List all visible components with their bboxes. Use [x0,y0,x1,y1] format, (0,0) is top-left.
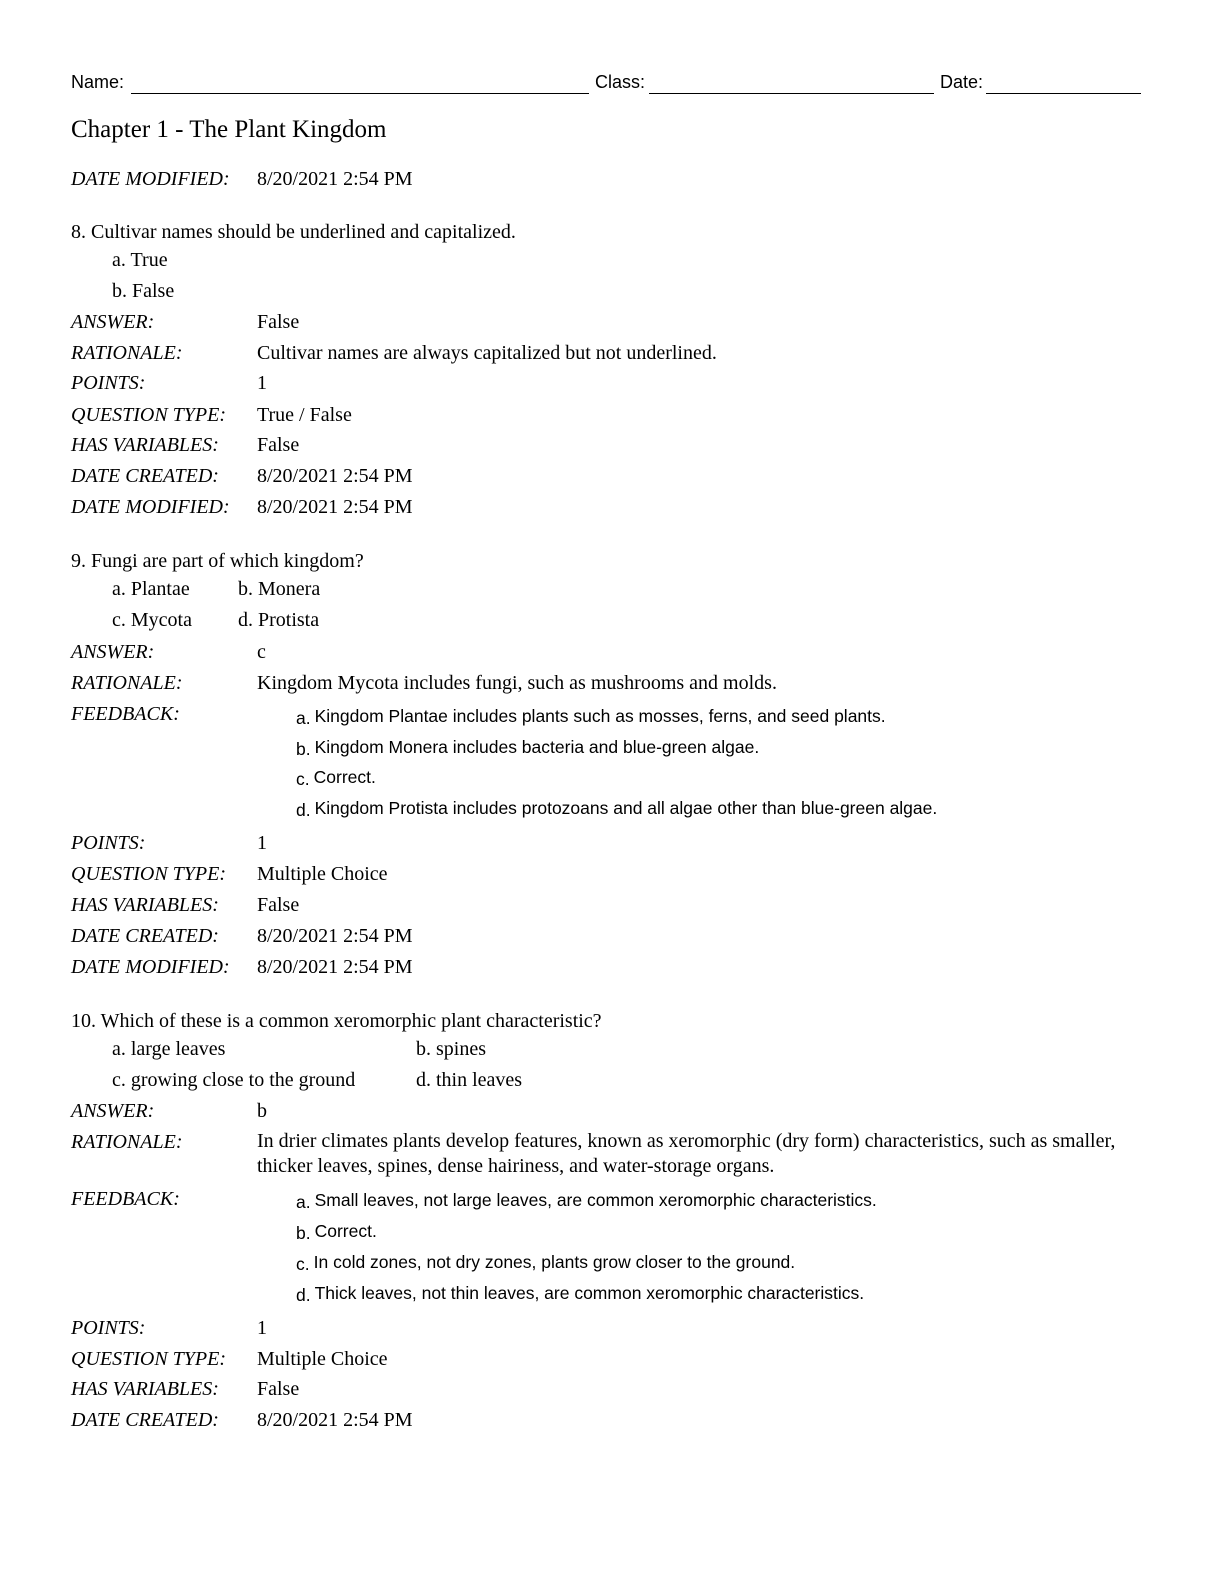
points-label: POINTS: [71,1317,146,1339]
question-8-option-b: b. False [112,280,175,302]
has-variables-label: HAS VARIABLES: [71,434,219,456]
has-variables-label: HAS VARIABLES: [71,894,219,916]
question-10-option-c: c. growing close to the ground [112,1069,356,1091]
rationale-label: RATIONALE: [71,342,183,364]
question-10-answer: b [257,1100,267,1122]
feedback-text: In cold zones, not dry zones, plants grow closer to the ground. [313,1252,796,1272]
date-modified-label: DATE MODIFIED: [71,956,230,978]
question-9-rationale: Kingdom Mycota includes fungi, such as mushrooms and molds. [257,672,777,694]
question-9-type: Multiple Choice [257,863,388,885]
feedback-label: FEEDBACK: [71,1188,180,1210]
question-9-feedback-a [296,704,886,728]
name-label: Name: [71,72,125,92]
question-type-label: QUESTION TYPE: [71,404,227,426]
question-9-has-variables: False [257,894,300,916]
date-modified-label: DATE MODIFIED: [71,496,230,518]
question-8-date-modified: 8/20/2021 2:54 PM [257,496,413,518]
rationale-label: RATIONALE: [71,672,183,694]
date-blank-line [986,93,1141,94]
feedback-text: Thick leaves, not thin leaves, are common xeromorphic characteristics. [314,1283,865,1303]
question-9-date-modified: 8/20/2021 2:54 PM [257,956,413,978]
question-8-points: 1 [257,372,267,394]
question-10-rationale: In drier climates plants develop features, known as xeromorphic (dry form) characteristics, such as smaller, thicker leaves, spines, dense hairiness, and water-storage organs. [257,1130,1116,1177]
question-8-rationale: Cultivar names are always capitalized but not underlined. [257,342,717,364]
class-blank-line [649,93,934,94]
feedback-letter: c. [296,1254,310,1274]
class-label: Class: [595,72,646,92]
feedback-letter: b. [296,1223,311,1243]
question-9-feedback-c [296,765,376,789]
question-9-answer: c [257,641,266,663]
question-10-option-a: a. large leaves [112,1038,226,1060]
question-9-date-created: 8/20/2021 2:54 PM [257,925,413,947]
points-label: POINTS: [71,372,146,394]
question-9-text: 9. Fungi are part of which kingdom? [71,550,364,572]
question-9-option-a: a. Plantae [112,578,190,600]
question-type-label: QUESTION TYPE: [71,1348,227,1370]
question-8-text: 8. Cultivar names should be underlined and capitalized. [71,221,516,243]
rationale-label: RATIONALE: [71,1131,183,1153]
date-created-label: DATE CREATED: [71,925,219,947]
question-type-label: QUESTION TYPE: [71,863,227,885]
feedback-text: Kingdom Plantae includes plants such as mosses, ferns, and seed plants. [314,706,886,726]
feedback-text: Correct. [314,1221,377,1241]
question-8-has-variables: False [257,434,300,456]
top-date-modified-label: DATE MODIFIED: [71,168,230,190]
has-variables-label: HAS VARIABLES: [71,1378,219,1400]
answer-label: ANSWER: [71,1100,155,1122]
question-9-points: 1 [257,832,267,854]
question-8-type: True / False [257,404,352,426]
question-10-type: Multiple Choice [257,1348,388,1370]
question-10-text: 10. Which of these is a common xeromorphic plant characteristic? [71,1010,602,1032]
feedback-text: Correct. [313,767,376,787]
question-9-option-c: c. Mycota [112,609,192,631]
feedback-letter: b. [296,739,311,759]
feedback-label: FEEDBACK: [71,703,180,725]
feedback-text: Small leaves, not large leaves, are common xeromorphic characteristics. [314,1190,877,1210]
answer-label: ANSWER: [71,641,155,663]
feedback-letter: a. [296,708,311,728]
question-10-has-variables: False [257,1378,300,1400]
question-10-option-b: b. spines [416,1038,486,1060]
question-9-feedback-b [296,735,759,759]
name-blank-line [131,93,589,94]
answer-label: ANSWER: [71,311,155,333]
question-10-date-created: 8/20/2021 2:54 PM [257,1409,413,1431]
question-10-option-d: d. thin leaves [416,1069,523,1091]
question-10-points: 1 [257,1317,267,1339]
top-date-modified-value: 8/20/2021 2:54 PM [257,168,413,190]
question-10-feedback-c [296,1250,795,1274]
question-10-feedback-a [296,1188,877,1212]
feedback-letter: d. [296,800,311,820]
question-9-option-b: b. Monera [238,578,321,600]
points-label: POINTS: [71,832,146,854]
feedback-text: Kingdom Monera includes bacteria and blue-green algae. [314,737,760,757]
question-8-date-created: 8/20/2021 2:54 PM [257,465,413,487]
chapter-title: Chapter 1 - The Plant Kingdom [71,116,387,143]
question-8-answer: False [257,311,300,333]
feedback-letter: d. [296,1285,311,1305]
feedback-letter: a. [296,1192,311,1212]
date-created-label: DATE CREATED: [71,1409,219,1431]
date-label: Date: [940,72,984,92]
question-8-option-a: a. True [112,249,168,271]
feedback-letter: c. [296,769,310,789]
question-10-feedback-d [296,1281,864,1305]
date-created-label: DATE CREATED: [71,465,219,487]
question-10-feedback-b [296,1219,377,1243]
question-9-feedback-d [296,796,937,820]
feedback-text: Kingdom Protista includes protozoans and all algae other than blue-green algae. [314,798,938,818]
question-9-option-d: d. Protista [238,609,320,631]
